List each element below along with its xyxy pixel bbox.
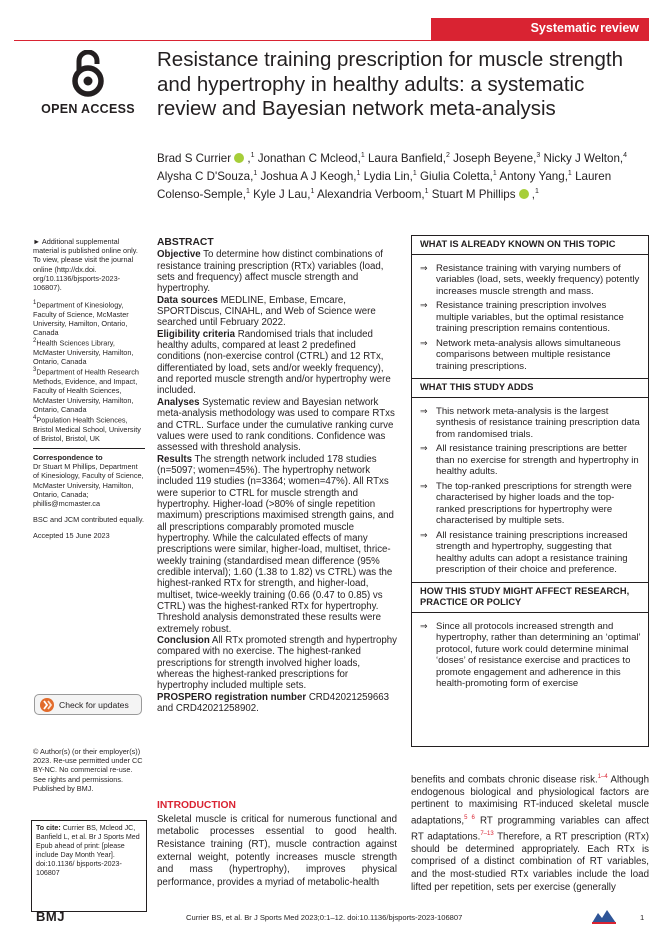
arrow-icon: ⇒ [420,337,428,348]
author-list [157,148,637,202]
author-name: Alysha C D'Souza [157,169,251,183]
abstract-section [157,329,397,397]
article-title: Resistance training prescription for muscle strength and hypertrophy in healthy adults: a systematic review and Bayesian network meta-analysis [157,48,624,120]
affiliation-marker: 1 [245,188,250,196]
abstract-section-label: Data sources [157,294,218,306]
bmj-logo: BMJ [36,909,65,924]
abstract-section-text: MEDLINE, Embase, Emcare, SPORTDiscus, CINAHL, and Web of Science were searched until February 2022. [157,294,376,329]
reference-link[interactable]: 7–13 [480,830,494,837]
article-type-banner [431,18,649,40]
author-name: Giulia Coletta [420,169,490,183]
abstract-section [157,454,397,636]
correspondence [33,453,145,508]
affiliation-text: Department of Health Research Methods, Evidence, and Impact, Faculty of Health Sciences, McMaster University, Hamilton, Ontario, Canada [33,367,139,414]
affiliation-marker: 2 [446,152,450,159]
supplemental-note: ► Additional supplemental material is published online only. To view, please visit the journal online (http://dx.doi. org/10.1136/bjsports-2023-106807). [33,237,138,293]
list-item [420,530,641,576]
list-item-text: All resistance training prescriptions are better than no exercise for strength and hypertrophy in healthy adults. [436,443,639,477]
body-text-right [411,771,649,894]
abstract-section-label: Objective [157,249,201,261]
author[interactable]: Joseph Beyene,$^3$ [453,151,541,165]
affiliation [33,366,145,413]
list-item-text: Network meta-analysis allows simultaneous comparisons between multiple resistance training prescriptions. [436,337,621,372]
open-access-badge [38,50,138,116]
abstract-section-text: Systematic review and Bayesian network meta-analysis methodology was used to compare RTxs and CTRL. Surface under the cumulative ranking curve values were used to rank conditions. Confidence was assessed with threshold analysis. [157,396,395,454]
abstract-section-text: Randomised trials that included healthy adults, compared at least 2 predefined conditions (non-exercise control (CTRL) and 12 RTx, differentiated by load, sets and/or weekly frequency), and reported muscle strength and/or hypertrophy were included. [157,328,391,397]
list-item-text: All resistance training prescriptions increased strength and hypertrophy, suggesting that healthy adults can adopt a resistance training prescription of their choice and preference. [436,529,628,575]
arrow-icon: ⇒ [420,405,428,416]
list-item [420,338,641,373]
affiliation-number: 3 [33,367,37,374]
correspondence-title: Correspondence to [33,452,103,462]
abstract-section-label: Eligibility criteria [157,328,236,340]
author-name: Lauren Colenso-Semple [157,169,612,201]
list-item [420,406,641,441]
open-access-label: OPEN ACCESS [41,102,135,116]
key-messages-list [412,398,648,582]
orcid-icon[interactable] [519,189,529,199]
correspondence-text: Dr Stuart M Phillips, Department of Kinesiology, Faculty of Science, McMaster University, Hamilton, Ontario, Canada; phillis@mcmaster.ca [33,462,144,508]
check-for-updates-button[interactable] [34,694,142,715]
update-icon [39,697,55,713]
check-for-updates-label: Check for updates [59,699,129,710]
abstract-section [157,692,397,715]
abstract-section-label: Conclusion [157,635,210,647]
author-name: Lydia Lin [363,169,410,183]
author[interactable]: Brad S Currier ,$^1$ [157,151,255,165]
key-messages-heading: WHAT IS ALREADY KNOWN ON THIS TOPIC [412,236,648,255]
affiliation-marker: 1 [412,170,417,178]
arrow-icon: ⇒ [420,443,428,453]
author-name: Joshua A J Keogh [260,169,354,183]
abstract-section-text: The strength network included 178 studies (n=5097; women=45%). The hypertrophy network included 119 studies (n=3364; women=47%). All RTxs were superior to CTRL for muscle strength and hypertrophy. Higher-load (>80% of single repetition maximum) prescriptions maximised strength gains, and all prescriptions comparably promoted muscle hypertrophy. While the calculated effects of many prescriptions were similar, higher-load, multiset, thrice-weekly training (standardised mean difference (95% credible interval); 1.60 (1.38 to 1.82) vs CTRL) was the highest-ranked RTx for strength, and higher-load, multiset, twice-weekly training (0.66 (0.47 to 0.85) vs CTRL) was the highest-ranked RTx for hypertrophy. Threshold analysis demonstrated these results were extremely robust. [157,453,394,635]
abstract-section [157,397,397,454]
author[interactable]: Lydia Lin,$^1$ [363,169,417,183]
key-messages-list [412,255,648,379]
abstract-section-text: All RTx promoted strength and hypertrophy compared with no exercise. The highest-ranked prescriptions for strength involved higher loads, whereas the highest-ranked prescriptions for hypertrophy included multiple sets. [157,635,397,692]
abstract-heading: ABSTRACT [157,237,214,248]
abstract-section [157,635,397,692]
article-type-label: Systematic review [530,21,639,35]
author-name: Joseph Beyene [453,151,534,165]
list-item [420,300,641,335]
affiliation-marker: 1 [253,170,258,178]
affiliation-marker: 3 [536,152,541,159]
author-name: Nicky J Welton [543,151,620,165]
author[interactable]: Laura Banfield,$^2$ [367,151,450,165]
list-item [420,481,641,527]
list-item-text: Resistance training prescription involves multiple variables, but the optimal resistance training prescription remains contentious. [436,300,624,334]
introduction-heading: INTRODUCTION [157,800,236,811]
author[interactable]: Antony Yang,$^1$ [499,169,572,183]
body-text: RT programming variables can affect RT adaptations. [411,815,650,843]
copyright-text: © Author(s) (or their employer(s)) 2023. Re-use permitted under CC BY-NC. No commercial re-use. See rights and permissions. Published by BMJ. [33,747,143,793]
author[interactable]: Jonathan C Mcleod,$^1$ [257,151,365,165]
reference-link[interactable]: 1–4 [597,774,608,780]
key-messages-heading: WHAT THIS STUDY ADDS [412,378,648,398]
open-access-icon [70,50,106,98]
affiliation-marker: 1 [567,170,572,178]
introduction-text: Skeletal muscle is critical for numerous functional and metabolic processes essential to good health. Resistance training (RT), muscle contraction against external weight, potently increases muscle strength and mass (hypertrophy), improves physical performance, provides a myriad of metabolic-health [157,813,397,888]
affiliation-marker: 4 [623,152,628,159]
equal-contribution-note: BSC and JCM contributed equally. [33,515,144,525]
author[interactable]: Giulia Coletta,$^1$ [420,169,497,183]
body-text: Although endogenous biological and physiological factors are pertinent to maximising RT-induced skeletal muscle adaptations, [411,774,649,827]
divider [33,448,145,449]
list-item-text: Resistance training with varying numbers of variables (load, sets, weekly frequency) potently increases muscle strength and mass. [436,262,640,297]
abstract-section [157,295,397,329]
author[interactable]: Stuart M Phillips ,$^1$ [431,187,539,201]
introduction [157,800,397,890]
cite-label: To cite: [36,824,61,832]
author-name: Stuart M Phillips [431,187,516,201]
header-rule [14,40,649,41]
list-item [420,263,641,298]
list-item-text: The top-ranked prescriptions for strength were characterised by higher loads and the top-ranked prescriptions for hypertrophy were characterised by multiple sets. [436,480,632,526]
arrow-icon: ⇒ [420,480,428,491]
author[interactable]: Lauren Colenso-Semple,$^1$ [157,169,612,201]
footer-citation: Currier BS, et al. Br J Sports Med 2023;0:1–12. doi:10.1136/bjsports-2023-106807 [186,913,463,922]
affiliation-marker: 1 [310,188,315,196]
author-name: Kyle J Lau [253,187,308,201]
affiliation-number: 1 [33,300,37,307]
affiliation-marker: 1 [360,152,365,159]
sidebar [33,237,145,548]
citation-box [31,820,147,912]
body-text: benefits and combats chronic disease risk. [411,774,598,786]
affiliation-marker: 1 [492,170,497,178]
affiliation-marker: 1 [424,188,429,196]
arrow-icon: ⇒ [420,262,428,273]
abstract-section-text: To determine how distinct combinations of resistance training prescription (RTx) variables (load, sets and frequency) affect muscle strength and hypertrophy. [157,249,384,295]
affiliation-text: Population Health Sciences, Bristol Medical School, University of Bristol, Bristol, UK [33,415,141,443]
list-item-text: This network meta-analysis is the largest synthesis of resistance training prescription data from randomised trials. [436,405,640,440]
abstract [157,237,397,714]
key-messages-heading: HOW THIS STUDY MIGHT AFFECT RESEARCH, PRACTICE OR POLICY [412,582,648,613]
author[interactable]: Alysha C D'Souza,$^1$ [157,169,258,183]
body-text: Therefore, a RT prescription (RTx) should be determined appropriately. Each RTx is comprised of a distinct combination of RT variables, and the most-studied RTx variables include the load lifted per repetition, sets per exercise (generally [411,831,649,893]
affiliation-marker: 1 [356,170,361,178]
affiliation [33,337,145,366]
copyright-block [33,747,145,793]
reference-link[interactable]: 5 6 [464,815,475,822]
author[interactable]: Kyle J Lau,$^1$ [253,187,315,201]
abstract-section-text: CRD42021259663 and CRD42021258902. [157,691,390,715]
affiliation-text: Department of Kinesiology, Faculty of Science, McMaster University, Hamilton, Ontario, Canada [33,300,129,338]
orcid-icon[interactable] [234,153,244,163]
abstract-section-label: PROSPERO registration number [157,691,307,703]
author-name: Brad S Currier [157,151,232,165]
affiliation-number: 2 [33,338,37,345]
affiliation-marker: 1 [250,152,255,159]
list-item-text: Since all protocols increased strength and hypertrophy, rather than determining an ‘optimal’ protocol, future work could determine minimal ‘doses’ of resistance exercise and practices to promote engagement and adherence in this health-promoting form of exercise [436,620,641,689]
key-messages-box [411,235,649,747]
affiliation-text: Health Sciences Library, McMaster University, Hamilton, Ontario, Canada [33,338,134,367]
arrow-icon: ⇒ [420,620,428,631]
affiliations [33,299,145,443]
author-name: Laura Banfield [367,151,443,165]
cite-text: Currier BS, Mcleod JC, Banfield L, et al. Br J Sports Med Epub ahead of print: [please include Day Month Year]. doi:10.1136/ bjsports-2023-106807 [36,824,140,877]
author[interactable]: Nicky J Welton,$^4$ [543,151,628,165]
abstract-section-label: Results [157,453,192,465]
abstract-section-label: Analyses [157,396,200,408]
author-name: Jonathan C Mcleod [257,151,358,165]
author-name: Antony Yang [499,169,565,183]
affiliation-marker: 1 [534,188,539,196]
list-item [420,443,641,478]
author-name: Alexandria Verboom [316,187,422,201]
arrow-icon: ⇒ [420,300,428,310]
author[interactable]: Joshua A J Keogh,$^1$ [260,169,361,183]
bases-logo-icon [590,907,618,925]
affiliation [33,299,145,337]
accepted-date: Accepted 15 June 2023 [33,531,110,541]
arrow-icon: ⇒ [420,529,428,540]
abstract-section [157,249,397,294]
page-number: 1 [640,913,645,922]
affiliation-number: 4 [33,414,37,421]
affiliation [33,414,145,443]
list-item [420,621,641,690]
key-messages-list [412,613,648,696]
author[interactable]: Alexandria Verboom,$^1$ [316,187,429,201]
